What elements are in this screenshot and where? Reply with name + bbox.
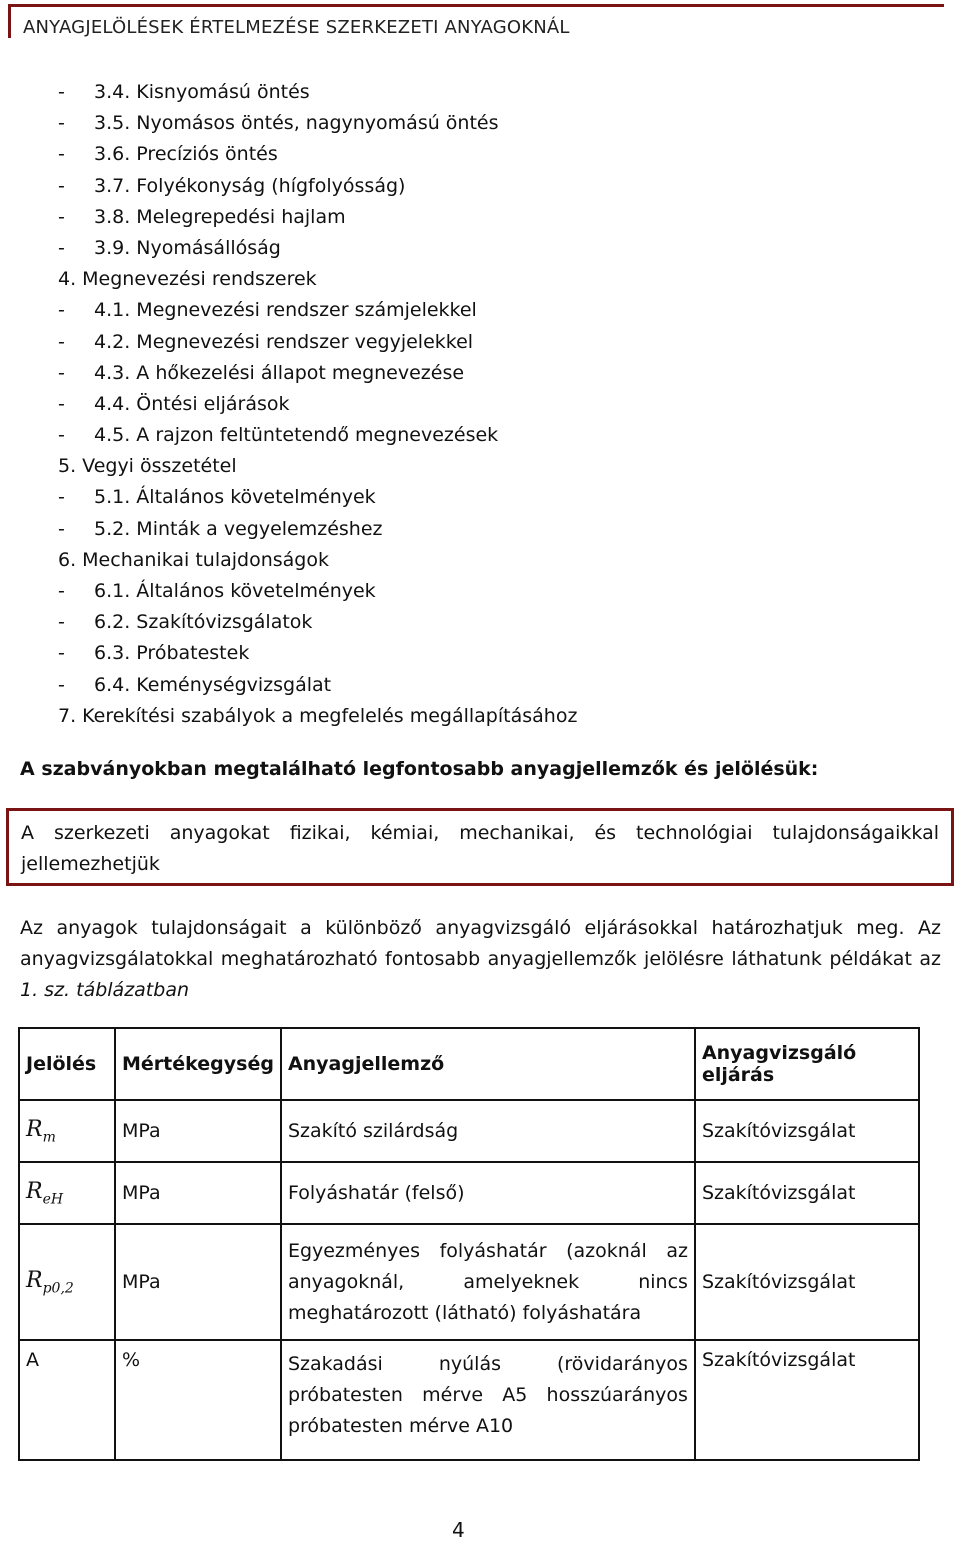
toc-dash: - <box>58 299 65 322</box>
symbol-cell <box>19 1100 115 1162</box>
toc-text: 3.5. Nyomásos öntés, nagynyomású öntés <box>94 112 499 135</box>
document-title: ANYAGJELÖLÉSEK ÉRTELMEZÉSE SZERKEZETI ANYAGOKNÁL <box>23 17 570 38</box>
toc-text: 4.1. Megnevezési rendszer számjelekkel <box>94 299 477 322</box>
page-number: 4 <box>452 1518 465 1542</box>
header-cell: Anyagvizsgáló eljárás <box>695 1028 919 1100</box>
toc-text: 6.3. Próbatestek <box>94 642 250 665</box>
table-row <box>19 1100 919 1162</box>
page-header <box>8 4 944 38</box>
toc-text: 3.8. Melegrepedési hajlam <box>94 205 346 228</box>
symbol-letter: R <box>26 1267 43 1293</box>
toc-dash: - <box>58 642 65 665</box>
toc-text: 3.7. Folyékonyság (hígfolyósság) <box>94 174 406 197</box>
highlight-box <box>6 808 954 886</box>
toc-text: 4. Megnevezési rendszerek <box>58 268 317 291</box>
symbol-letter: R <box>26 1178 43 1204</box>
toc-text: 5.2. Minták a vegyelemzéshez <box>94 517 383 540</box>
symbol-cell <box>19 1224 115 1340</box>
section-heading: A szabványokban megtalálható legfontosabb anyagjellemzők és jelölésük: <box>20 758 819 780</box>
toc-dash: - <box>58 361 65 384</box>
toc-text: 4.2. Megnevezési rendszer vegyjelekkel <box>94 330 474 353</box>
toc-text: 6.4. Keménységvizsgálat <box>94 673 332 696</box>
method-cell: Szakítóvizsgálat <box>695 1224 919 1340</box>
header-cell: Anyagjellemző <box>281 1028 695 1100</box>
method-cell: Szakítóvizsgálat <box>695 1340 919 1460</box>
symbol <box>26 1178 64 1208</box>
toc-text: 4.5. A rajzon feltüntetendő megnevezések <box>94 424 499 447</box>
table-reference: 1. sz. táblázatban <box>20 979 190 1001</box>
toc-text: 6. Mechanikai tulajdonságok <box>58 548 329 571</box>
toc-text: 5. Vegyi összetétel <box>58 455 237 478</box>
method-cell: Szakítóvizsgálat <box>695 1100 919 1162</box>
toc-text: 6.2. Szakítóvizsgálatok <box>94 611 313 634</box>
method-cell: Szakítóvizsgálat <box>695 1162 919 1224</box>
toc-dash: - <box>58 424 65 447</box>
property-cell: Szakító szilárdság <box>281 1100 695 1162</box>
toc-text: 5.1. Általános követelmények <box>94 486 376 509</box>
properties-table <box>18 1027 920 1461</box>
table-header-row <box>19 1028 919 1100</box>
toc-text: 3.9. Nyomásállóság <box>94 236 281 259</box>
header-cell: Jelölés <box>19 1028 115 1100</box>
symbol-cell: A <box>19 1340 115 1460</box>
toc-dash: - <box>58 330 65 353</box>
symbol-cell <box>19 1162 115 1224</box>
paragraph-text: Az anyagok tulajdonságait a különböző anyagvizsgáló eljárásokkal határozhatjuk meg. Az anyagvizsgálatokkal meghatározható fontosabb anyagjellemzők jelölésre láthatunk példákat az <box>20 917 941 970</box>
toc-dash: - <box>58 174 65 197</box>
toc-dash: - <box>58 392 65 415</box>
property-cell: Szakadási nyúlás (rövidarányos próbatesten mérve A5 hosszúarányos próbatesten mérve A10 <box>281 1340 695 1460</box>
table-row <box>19 1340 919 1460</box>
unit-cell: MPa <box>115 1100 281 1162</box>
toc-dash: - <box>58 236 65 259</box>
toc-dash: - <box>58 580 65 602</box>
toc-text: 3.4. Kisnyomású öntés <box>94 81 310 103</box>
unit-cell: MPa <box>115 1224 281 1340</box>
toc-text: 3.6. Precíziós öntés <box>94 143 278 166</box>
toc-text: 4.4. Öntési eljárások <box>94 392 290 415</box>
property-cell: Folyáshatár (felső) <box>281 1162 695 1224</box>
toc-dash: - <box>58 112 65 135</box>
unit-cell: MPa <box>115 1162 281 1224</box>
header-cell: Mértékegység <box>115 1028 281 1100</box>
symbol-subscript: p0,2 <box>42 1280 74 1297</box>
symbol-subscript: eH <box>42 1191 64 1208</box>
toc-text: 4.3. A hőkezelési állapot megnevezése <box>94 361 465 384</box>
toc-dash: - <box>58 205 65 228</box>
unit-cell: % <box>115 1340 281 1460</box>
highlight-text: A szerkezeti anyagokat fizikai, kémiai, mechanikai, és technológiai tulajdonságaikkal jellemezhetjük <box>21 822 939 875</box>
property-cell: Egyezményes folyáshatár (azoknál az anyagoknál, amelyeknek nincs meghatározott (látható) folyáshatára <box>281 1224 695 1340</box>
toc-dash: - <box>58 143 65 166</box>
toc-dash: - <box>58 611 65 634</box>
toc-dash: - <box>58 517 65 540</box>
symbol-letter: R <box>26 1116 43 1142</box>
toc-text: 6.1. Általános követelmények <box>94 580 376 602</box>
table-row <box>19 1162 919 1224</box>
symbol-subscript: m <box>42 1129 56 1146</box>
toc-dash: - <box>58 486 65 509</box>
toc-text: 7. Kerekítési szabályok a megfelelés megállapításához <box>58 704 578 727</box>
toc-dash: - <box>58 673 65 696</box>
toc-dash: - <box>58 81 65 103</box>
symbol <box>26 1116 56 1146</box>
table-row <box>19 1224 919 1340</box>
symbol <box>26 1267 74 1297</box>
body-paragraph <box>20 913 941 1006</box>
